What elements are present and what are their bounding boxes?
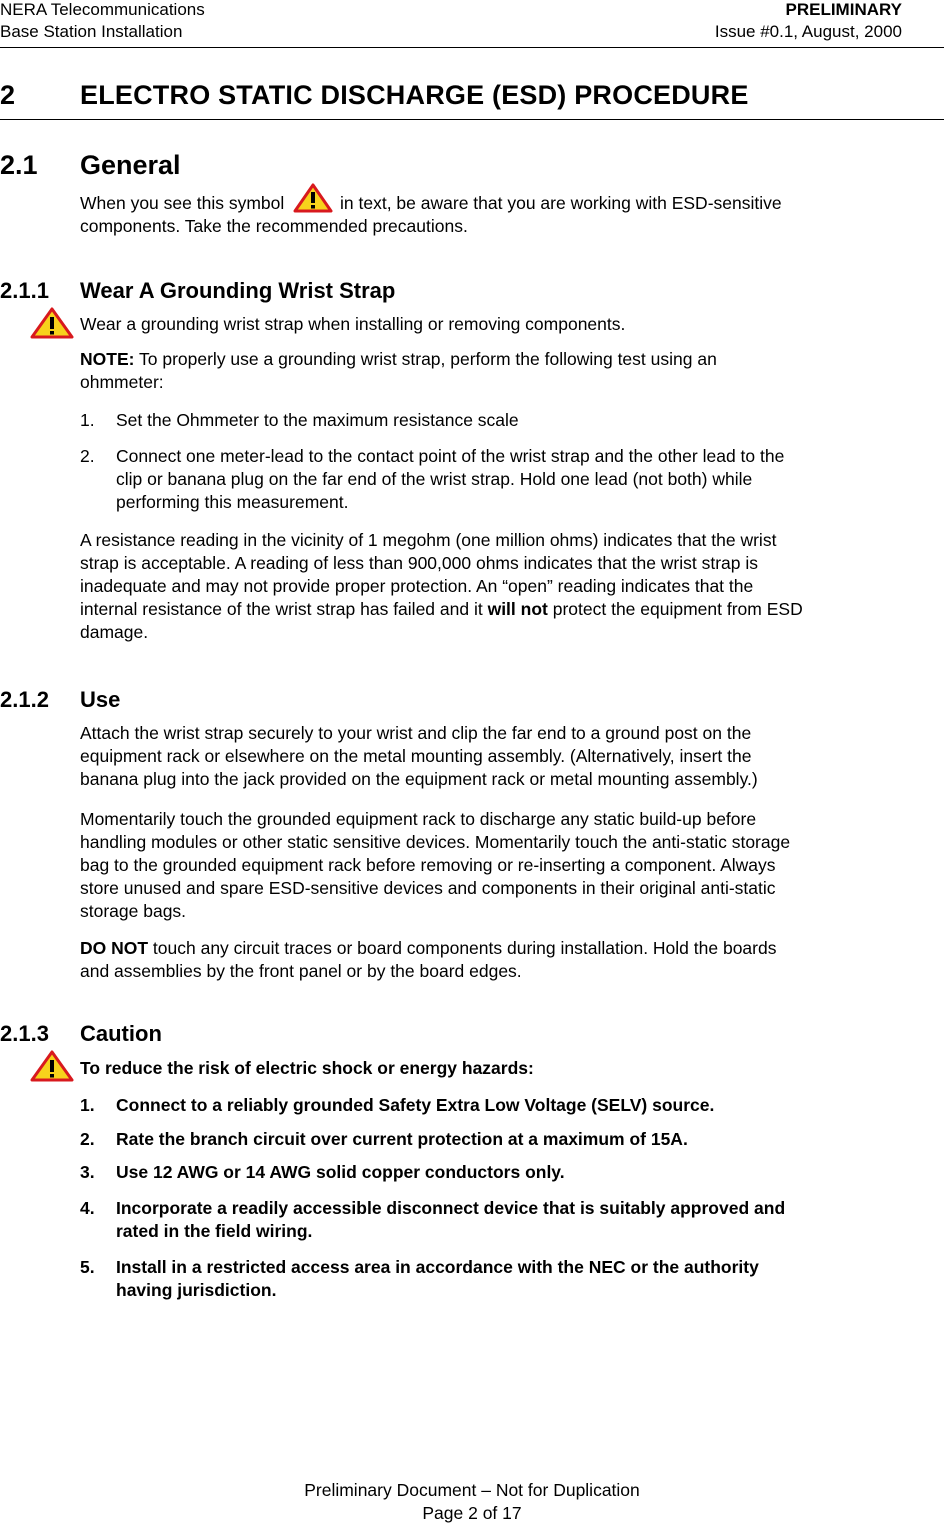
- header-status: PRELIMINARY: [785, 0, 902, 19]
- step-number: 2.: [80, 446, 95, 466]
- section-heading: [0, 80, 749, 111]
- caution-item-text: Use 12 AWG or 14 AWG solid copper conductors only.: [116, 1162, 565, 1182]
- caution-item-text: Incorporate a readily accessible disconnect device that is suitably approved and: [116, 1198, 786, 1218]
- caution-item-text: Connect to a reliably grounded Safety Extra Low Voltage (SELV) source.: [116, 1095, 715, 1115]
- use-number: 2.1.2: [0, 687, 49, 712]
- caution-number-label: 2.: [80, 1129, 95, 1149]
- caution-item-text: having jurisdiction.: [116, 1280, 277, 1300]
- section-rule: [0, 119, 944, 120]
- resistance-line: strap is acceptable. A reading of less than 900,000 ohms indicates that the wrist strap is: [80, 553, 759, 573]
- general-text-after: in text, be aware that you are working with ESD-sensitive: [340, 193, 782, 213]
- resistance-line5: damage.: [80, 622, 149, 642]
- wrist-strap-title: Wear A Grounding Wrist Strap: [80, 278, 396, 303]
- list-item: [80, 1128, 910, 1151]
- resistance-line: inadequate and may not provide proper protection. An “open” reading indicates that the: [80, 576, 754, 596]
- use-line: storage bags.: [80, 901, 187, 921]
- caution-item-text: rated in the field wiring.: [116, 1221, 313, 1241]
- caution-item-text: Install in a restricted access area in accordance with the NEC or the authority: [116, 1257, 759, 1277]
- step-text: Connect one meter-lead to the contact point of the wrist strap and the other lead to the: [116, 446, 785, 466]
- resistance-line4-a: internal resistance of the wrist strap has failed and it: [80, 599, 488, 619]
- use-heading: [0, 687, 120, 713]
- resistance-line: A resistance reading in the vicinity of 1 megohm (one million ohms) indicates that the wrist: [80, 530, 777, 550]
- use-paragraph-1: [80, 722, 940, 791]
- resistance-will-not: will not: [487, 599, 548, 619]
- use-line: handling modules or other static sensitive devices. Momentarily touch the anti-static storage: [80, 832, 791, 852]
- caution-number: 2.1.3: [0, 1021, 49, 1046]
- use-line: equipment rack or elsewhere on the metal mounting assembly. (Alternatively, insert the: [80, 746, 752, 766]
- list-item: [80, 1094, 910, 1117]
- esd-warning-icon: [30, 307, 74, 339]
- use-paragraph-2: [80, 808, 940, 923]
- wrist-strap-heading: [0, 278, 395, 304]
- step-text: performing this measurement.: [116, 492, 349, 512]
- general-title: General: [80, 150, 181, 180]
- header-company: NERA Telecommunications: [0, 0, 205, 19]
- use-line: bag to the grounded equipment rack before removing or re-inserting a component. Always: [80, 855, 776, 875]
- list-item: [80, 1161, 910, 1184]
- donot-paragraph: [80, 937, 940, 983]
- list-item: [80, 409, 910, 432]
- caution-item-text: Rate the branch circuit over current protection at a maximum of 15A.: [116, 1129, 688, 1149]
- header-issue: Issue #0.1, August, 2000: [714, 22, 902, 41]
- caution-intro: To reduce the risk of electric shock or energy hazards:: [80, 1058, 534, 1078]
- note-text-1: To properly use a grounding wrist strap, perform the following test using an: [134, 349, 717, 369]
- wrist-strap-number: 2.1.1: [0, 278, 49, 303]
- general-text-line2: components. Take the recommended precautions.: [80, 216, 468, 236]
- caution-number-label: 4.: [80, 1198, 95, 1218]
- header-doc-title: Base Station Installation: [0, 22, 183, 41]
- use-line: banana plug into the jack provided on the equipment rack or metal mounting assembly.): [80, 769, 758, 789]
- resistance-paragraph: [80, 529, 940, 644]
- section-number: 2: [0, 80, 16, 110]
- caution-title: Caution: [80, 1021, 162, 1046]
- use-line: Momentarily touch the grounded equipment rack to discharge any static build-up before: [80, 809, 757, 829]
- use-line: Attach the wrist strap securely to your wrist and clip the far end to a ground post on the: [80, 723, 752, 743]
- caution-number-label: 1.: [80, 1095, 95, 1115]
- note-label: NOTE:: [80, 349, 135, 369]
- caution-heading: [0, 1021, 162, 1047]
- caution-number-label: 5.: [80, 1257, 95, 1277]
- step-text: Set the Ohmmeter to the maximum resistance scale: [116, 410, 519, 430]
- esd-warning-icon: [289, 191, 335, 213]
- general-number: 2.1: [0, 150, 38, 180]
- resistance-line4-b: protect the equipment from ESD: [547, 599, 803, 619]
- footer-notice: Preliminary Document – Not for Duplication: [304, 1480, 640, 1500]
- header-rule: [0, 47, 944, 48]
- general-heading: [0, 150, 181, 181]
- use-line: store unused and spare ESD-sensitive devices and components in their original anti-static: [80, 878, 776, 898]
- donot-label: DO NOT: [80, 938, 149, 958]
- note-text-2: ohmmeter:: [80, 372, 164, 392]
- list-item: [80, 445, 910, 514]
- donot-text-2: and assemblies by the front panel or by the board edges.: [80, 961, 522, 981]
- general-paragraph: [80, 191, 940, 238]
- section-title: ELECTRO STATIC DISCHARGE (ESD) PROCEDURE: [80, 80, 749, 110]
- list-item: [80, 1256, 910, 1302]
- caution-number-label: 3.: [80, 1162, 95, 1182]
- general-text-before: When you see this symbol: [80, 193, 285, 213]
- step-number: 1.: [80, 410, 95, 430]
- esd-warning-icon: [30, 1050, 74, 1082]
- use-title: Use: [80, 687, 121, 712]
- wrist-strap-note: [80, 348, 940, 394]
- donot-text-1: touch any circuit traces or board components during installation. Hold the boards: [148, 938, 777, 958]
- step-text: clip or banana plug on the far end of the wrist strap. Hold one lead (not both) while: [116, 469, 753, 489]
- list-item: [80, 1197, 910, 1243]
- wrist-strap-intro: Wear a grounding wrist strap when installing or removing components.: [80, 314, 626, 334]
- footer-page-number: Page 2 of 17: [422, 1503, 522, 1523]
